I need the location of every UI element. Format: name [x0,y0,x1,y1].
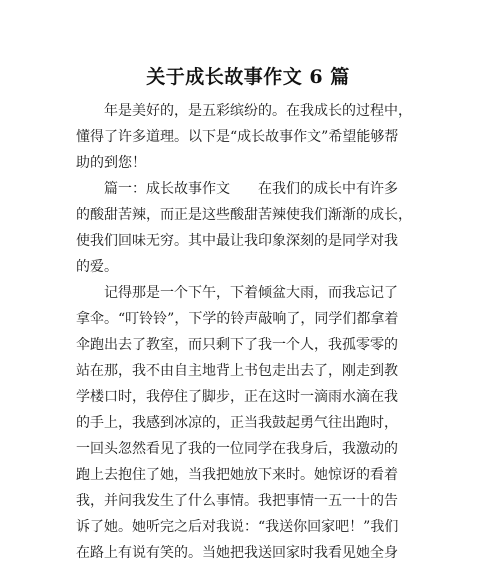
text-line: 我，并问我发生了什么事情。我把事情一五一十的告 [76,493,398,509]
text-line: 的手上，我感到冰凉的，正当我鼓起勇气往出跑时， [76,415,398,431]
text-line: 懂得了许多道理。以下是“成长故事作文”希望能够帮 [76,129,399,145]
text-line: 站在那，我不由自主地背上书包走出去了，刚走到教 [76,363,398,379]
text-line: 的爱。 [76,259,118,275]
text-line: 使我们回味无穷。其中最让我印象深刻的是同学对我 [76,233,398,249]
text-line: 学楼口时，我停住了脚步，正在这时一滴雨水滴在我 [76,389,398,405]
text-line: 记得那是一个下午，下着倾盆大雨，而我忘记了 [76,285,398,301]
text-line: 伞跑出去了教室，而只剩下了我一个人，我孤零零的 [76,337,398,353]
paragraph-essay-one-opening [76,176,423,280]
text-line: 诉了她。她听完之后对我说：“我送你回家吧！”我们 [76,519,399,535]
text-line: 一回头忽然看见了我的一位同学在我身后，我激动的 [76,441,398,457]
text-line: 拿伞。“叮铃铃”，下学的铃声敲响了，同学们都拿着 [76,311,399,327]
text-line: 篇一：成长故事作文 在我们的成长中有许多 [76,181,398,197]
text-line: 年是美好的，是五彩缤纷的。在我成长的过程中， [76,103,412,119]
document-body [76,98,423,561]
text-line: 跑上去抱住了她，当我把她放下来时。她惊讶的看着 [76,467,398,483]
text-line: 在路上有说有笑的。当她把我送回家时我看见她全身 [76,545,398,561]
paragraph-intro [76,98,423,176]
text-line: 的酸甜苦辣，而正是这些酸甜苦辣使我们渐渐的成长， [76,207,412,223]
document-title: 关于成长故事作文 6 篇 [146,66,350,88]
paragraph-rainy-afternoon [76,280,423,561]
text-line: 助的到您！ [76,155,146,171]
